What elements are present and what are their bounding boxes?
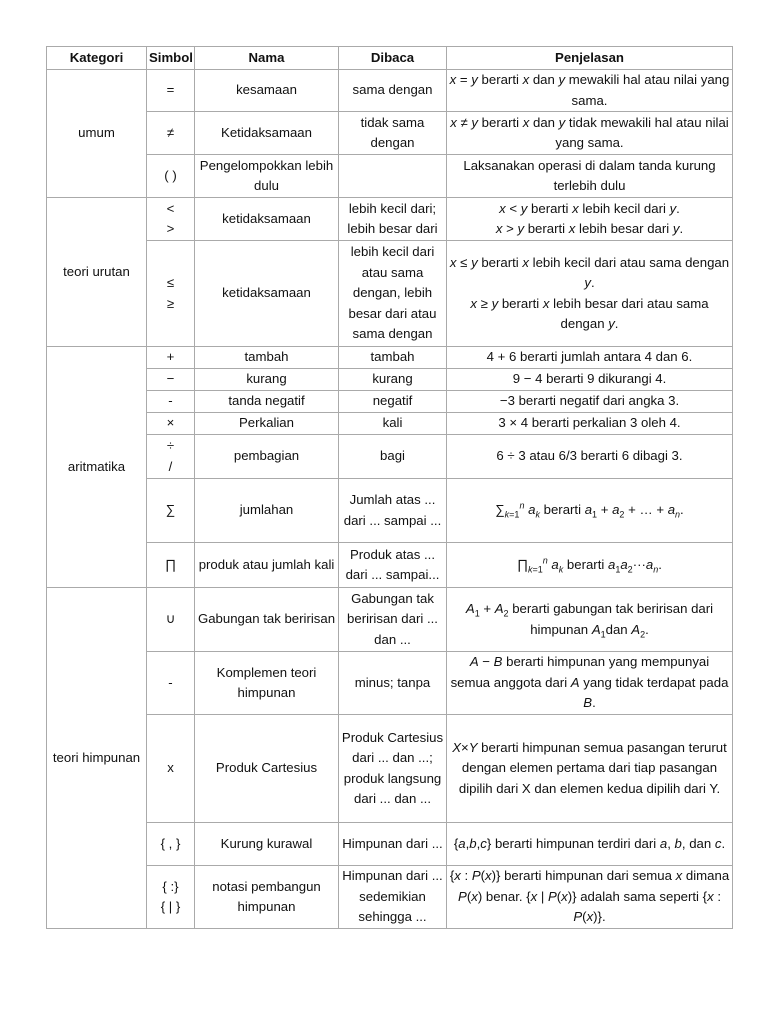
cell-dibaca: lebih kecil dari atau sama dengan, lebih besar dari atau sama dengan: [339, 241, 447, 347]
cell-dibaca: bagi: [339, 435, 447, 479]
cell-nama: Pengelompokkan lebih dulu: [195, 155, 339, 198]
table-row: [47, 241, 733, 347]
table-row: [47, 823, 733, 866]
cell-nama: Komplemen teori himpunan: [195, 652, 339, 715]
cell-nama: Produk Cartesius: [195, 715, 339, 823]
cell-dibaca: Produk atas ... dari ... sampai...: [339, 543, 447, 588]
table-row: [47, 155, 733, 198]
table-row: [47, 715, 733, 823]
cell-simbol: ∏: [147, 543, 195, 588]
cell-simbol: { :} { | }: [147, 866, 195, 929]
cell-penjelasan: $A_1 + A_2$ berarti gabungan tak beririsan dari himpunan $A_1dan$ $A_2$.: [447, 588, 733, 652]
cell-dibaca: Gabungan tak beririsan dari ... dan ...: [339, 588, 447, 652]
cell-simbol: x: [147, 715, 195, 823]
cell-simbol: ≠: [147, 112, 195, 155]
table-row: [47, 866, 733, 929]
cell-nama: Gabungan tak beririsan: [195, 588, 339, 652]
cell-nama: produk atau jumlah kali: [195, 543, 339, 588]
cell-simbol: -: [147, 391, 195, 413]
cell-penjelasan: X×Y berarti himpunan semua pasangan terurut dengan elemen pertama dari tiap pasangan dipilih dari X dan elemen kedua dipilih dari Y.: [447, 715, 733, 823]
cell-penjelasan: x = y berarti x dan y mewakili hal atau nilai yang sama.: [447, 70, 733, 112]
header-simbol: Simbol: [147, 47, 195, 70]
cell-penjelasan: 9 − 4 berarti 9 dikurangi 4.: [447, 369, 733, 391]
header-kategori: Kategori: [47, 47, 147, 70]
cell-penjelasan: x ≤ y berarti x lebih kecil dari atau sama dengan y. x ≥ y berarti x lebih besar dari atau sama dengan y.: [447, 241, 733, 347]
cell-dibaca: kurang: [339, 369, 447, 391]
table-row: [47, 588, 733, 652]
table-row: [47, 70, 733, 112]
math-symbols-table: [46, 46, 733, 929]
table-row: [47, 543, 733, 588]
table-row: [47, 347, 733, 369]
cell-dibaca: Produk Cartesius dari ... dan ...; produk langsung dari ... dan ...: [339, 715, 447, 823]
category-teori-urutan: teori urutan: [47, 198, 147, 347]
header-penjelasan: Penjelasan: [447, 47, 733, 70]
cell-simbol: -: [147, 652, 195, 715]
cell-penjelasan: −3 berarti negatif dari angka 3.: [447, 391, 733, 413]
cell-simbol: ÷ /: [147, 435, 195, 479]
cell-simbol: −: [147, 369, 195, 391]
cell-simbol: ∑: [147, 479, 195, 543]
category-umum: umum: [47, 70, 147, 198]
cell-dibaca: Jumlah atas ... dari ... sampai ...: [339, 479, 447, 543]
cell-penjelasan: 4 + 6 berarti jumlah antara 4 dan 6.: [447, 347, 733, 369]
table-row: [47, 435, 733, 479]
table-row: [47, 112, 733, 155]
cell-nama: ketidaksamaan: [195, 198, 339, 241]
cell-dibaca: Himpunan dari ... sedemikian sehingga ...: [339, 866, 447, 929]
cell-nama: notasi pembangun himpunan: [195, 866, 339, 929]
category-aritmatika: aritmatika: [47, 347, 147, 588]
cell-penjelasan: {x : P(x)} berarti himpunan dari semua x dimana P(x) benar. {x | P(x)} adalah sama seperti {x : P(x)}.: [447, 866, 733, 929]
header-dibaca: Dibaca: [339, 47, 447, 70]
cell-penjelasan: 6 ÷ 3 atau 6/3 berarti 6 dibagi 3.: [447, 435, 733, 479]
cell-nama: kesamaan: [195, 70, 339, 112]
cell-simbol: ×: [147, 413, 195, 435]
table-row: [47, 198, 733, 241]
cell-penjelasan: x < y berarti x lebih kecil dari y. x > y berarti x lebih besar dari y.: [447, 198, 733, 241]
category-teori-himpunan: teori himpunan: [47, 588, 147, 929]
table-row: [47, 413, 733, 435]
cell-nama: pembagian: [195, 435, 339, 479]
header-row: [47, 47, 733, 70]
cell-penjelasan: 3 × 4 berarti perkalian 3 oleh 4.: [447, 413, 733, 435]
cell-nama: tanda negatif: [195, 391, 339, 413]
cell-dibaca: lebih kecil dari; lebih besar dari: [339, 198, 447, 241]
cell-nama: Ketidaksamaan: [195, 112, 339, 155]
cell-simbol: { , }: [147, 823, 195, 866]
table-row: [47, 479, 733, 543]
cell-nama: Perkalian: [195, 413, 339, 435]
cell-simbol: ≤ ≥: [147, 241, 195, 347]
cell-nama: Kurung kurawal: [195, 823, 339, 866]
cell-penjelasan: Laksanakan operasi di dalam tanda kurung terlebih dulu: [447, 155, 733, 198]
cell-nama: kurang: [195, 369, 339, 391]
cell-penjelasan: $\sum_{k=1}^n$ $a_k$ berarti $a_1 + a_2$ + … + $a_n$.: [447, 479, 733, 543]
cell-simbol: ( ): [147, 155, 195, 198]
cell-penjelasan: A − B berarti himpunan yang mempunyai semua anggota dari A yang tidak terdapat pada B.: [447, 652, 733, 715]
cell-dibaca: minus; tanpa: [339, 652, 447, 715]
cell-dibaca: sama dengan: [339, 70, 447, 112]
cell-dibaca: [339, 155, 447, 198]
cell-simbol: ∪: [147, 588, 195, 652]
cell-nama: ketidaksamaan: [195, 241, 339, 347]
header-nama: Nama: [195, 47, 339, 70]
cell-nama: jumlahan: [195, 479, 339, 543]
cell-dibaca: kali: [339, 413, 447, 435]
cell-penjelasan: {a,b,c} berarti himpunan terdiri dari a, b, dan c.: [447, 823, 733, 866]
cell-nama: tambah: [195, 347, 339, 369]
cell-dibaca: negatif: [339, 391, 447, 413]
cell-penjelasan: x ≠ y berarti x dan y tidak mewakili hal atau nilai yang sama.: [447, 112, 733, 155]
table-row: [47, 369, 733, 391]
table-row: [47, 391, 733, 413]
cell-simbol: < >: [147, 198, 195, 241]
cell-penjelasan: $\prod_{k=1}^n$ $a_k$ berarti $a_1a_2\cdot\cdot\cdot a_n$.: [447, 543, 733, 588]
table-row: [47, 652, 733, 715]
cell-simbol: +: [147, 347, 195, 369]
cell-dibaca: Himpunan dari ...: [339, 823, 447, 866]
cell-dibaca: tambah: [339, 347, 447, 369]
cell-simbol: =: [147, 70, 195, 112]
cell-dibaca: tidak sama dengan: [339, 112, 447, 155]
